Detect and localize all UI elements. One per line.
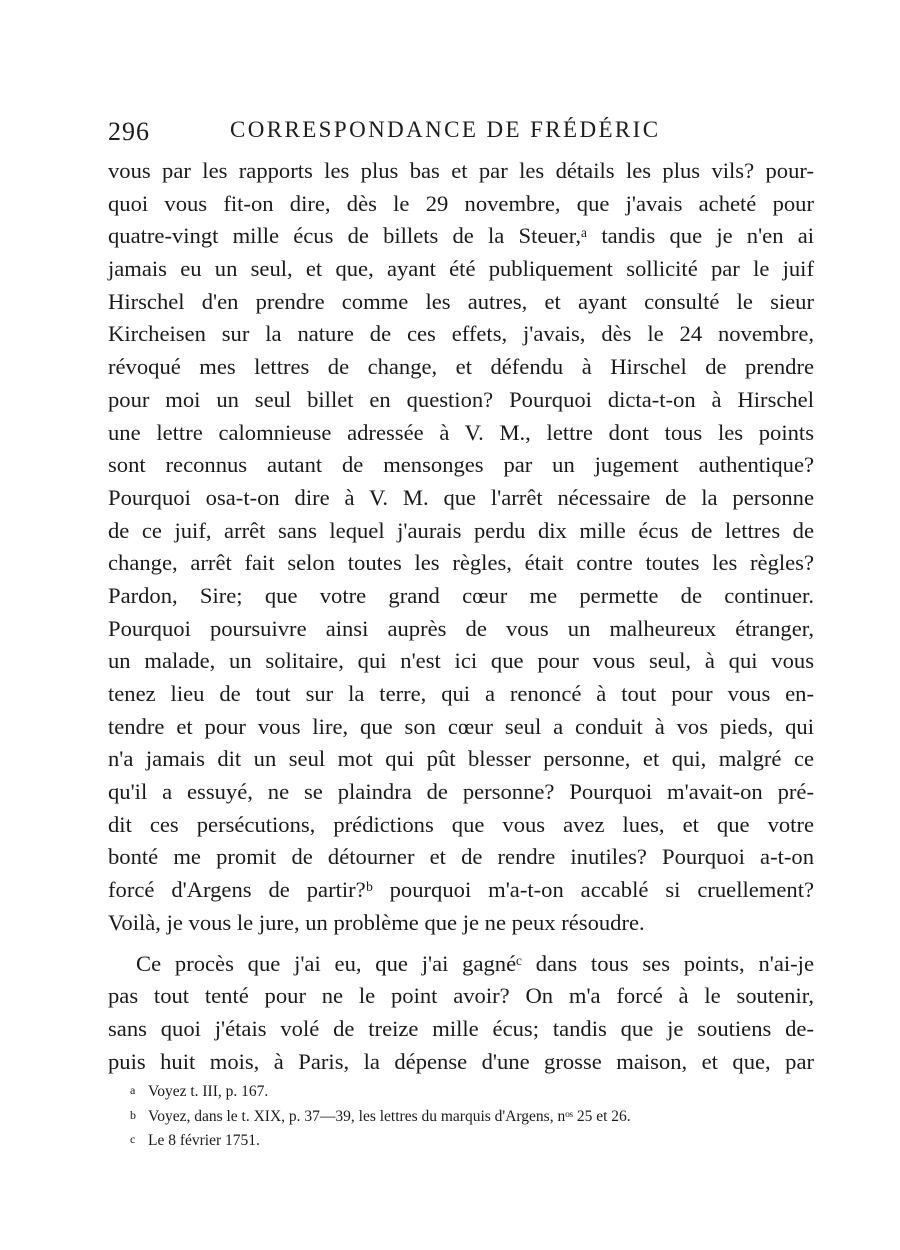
footnote-mark: c (130, 1132, 136, 1146)
text-line: jamais eu un seul, et que, ayant été publiquement sollicité par le juif (108, 256, 814, 282)
text-line: un malade, un solitaire, qui n'est ici que pour vous seul, à qui vous (108, 648, 814, 674)
text-line: quatre-vingt mille écus de billets de la Steuer,ᵃ tandis que je n'en ai (108, 223, 814, 249)
body-text (108, 155, 814, 1078)
footnote-text: Voyez t. III, p. 167. (148, 1083, 269, 1100)
text-line: bonté me promit de détourner et de rendre inutiles? Pourquoi a-t-on (108, 844, 814, 870)
text-line: pas tout tenté pour ne le point avoir? On m'a forcé à le soutenir, (108, 983, 814, 1009)
text-line: Hirschel d'en prendre comme les autres, et ayant consulté le sieur (108, 288, 814, 314)
footnote-a (130, 1079, 810, 1104)
text-line: qu'il a essuyé, ne se plaindra de personne? Pourquoi m'avait-on pré- (108, 779, 814, 805)
text-line: une lettre calomnieuse adressée à V. M., lettre dont tous les points (108, 419, 814, 445)
text-line: révoqué mes lettres de change, et défendu à Hirschel de prendre (108, 354, 814, 380)
footnote-mark: a (130, 1083, 136, 1097)
footnote-text: Voyez, dans le t. XIX, p. 37—39, les lettres du marquis d'Argens, nᵒˢ 25 et 26. (148, 1107, 631, 1125)
running-head: CORRESPONDANCE DE FRÉDÉRIC (230, 117, 661, 142)
paragraph-2 (108, 948, 814, 1079)
footnotes (130, 1079, 810, 1153)
text-line: dit ces persécutions, prédictions que vous avez lues, et que votre (108, 811, 814, 837)
text-line: pour moi un seul billet en question? Pourquoi dicta-t-on à Hirschel (108, 386, 814, 412)
page-header (108, 113, 814, 149)
text-line: sans quoi j'étais volé de treize mille écus; tandis que je soutiens de- (108, 1015, 814, 1041)
footnote-text: Le 8 février 1751. (148, 1132, 260, 1149)
paragraph-1 (108, 155, 814, 940)
text-line: Pardon, Sire; que votre grand cœur me permette de continuer. (108, 582, 814, 608)
text-line: change, arrêt fait selon toutes les règles, était contre toutes les règles? (108, 550, 814, 576)
footnote-b (130, 1104, 810, 1129)
text-line: Pourquoi poursuivre ainsi auprès de vous un malheureux étranger, (108, 615, 814, 641)
text-line: de ce juif, arrêt sans lequel j'aurais perdu dix mille écus de lettres de (108, 517, 814, 543)
footnote-mark: b (130, 1107, 136, 1122)
text-line: Ce procès que j'ai eu, que j'ai gagnéᶜ dans tous ses points, n'ai-je (136, 950, 814, 976)
footnote-c (130, 1128, 810, 1153)
text-line: puis huit mois, à Paris, la dépense d'une grosse maison, et que, par (108, 1048, 814, 1074)
text-line: Pourquoi osa-t-on dire à V. M. que l'arrêt nécessaire de la personne (108, 484, 814, 510)
text-line: Voilà, je vous le jure, un problème que je ne peux résoudre. (108, 909, 645, 935)
text-line: forcé d'Argens de partir?ᵇ pourquoi m'a-t-on accablé si cruellement? (108, 877, 814, 903)
page-number: 296 (108, 117, 150, 146)
text-line: tendre et pour vous lire, que son cœur seul a conduit à vos pieds, qui (108, 713, 814, 739)
text-line: tenez lieu de tout sur la terre, qui a renoncé à tout pour vous en- (108, 681, 814, 706)
text-line: Kircheisen sur la nature de ces effets, j'avais, dès le 24 novembre, (108, 321, 814, 347)
text-line: n'a jamais dit un seul mot qui pût blesser personne, et qui, malgré ce (108, 746, 814, 772)
text-line: vous par les rapports les plus bas et par les détails les plus vils? pour- (108, 158, 814, 183)
text-line: quoi vous fit-on dire, dès le 29 novembre, que j'avais acheté pour (108, 190, 814, 216)
text-line: sont reconnus autant de mensonges par un jugement authentique? (108, 452, 814, 478)
